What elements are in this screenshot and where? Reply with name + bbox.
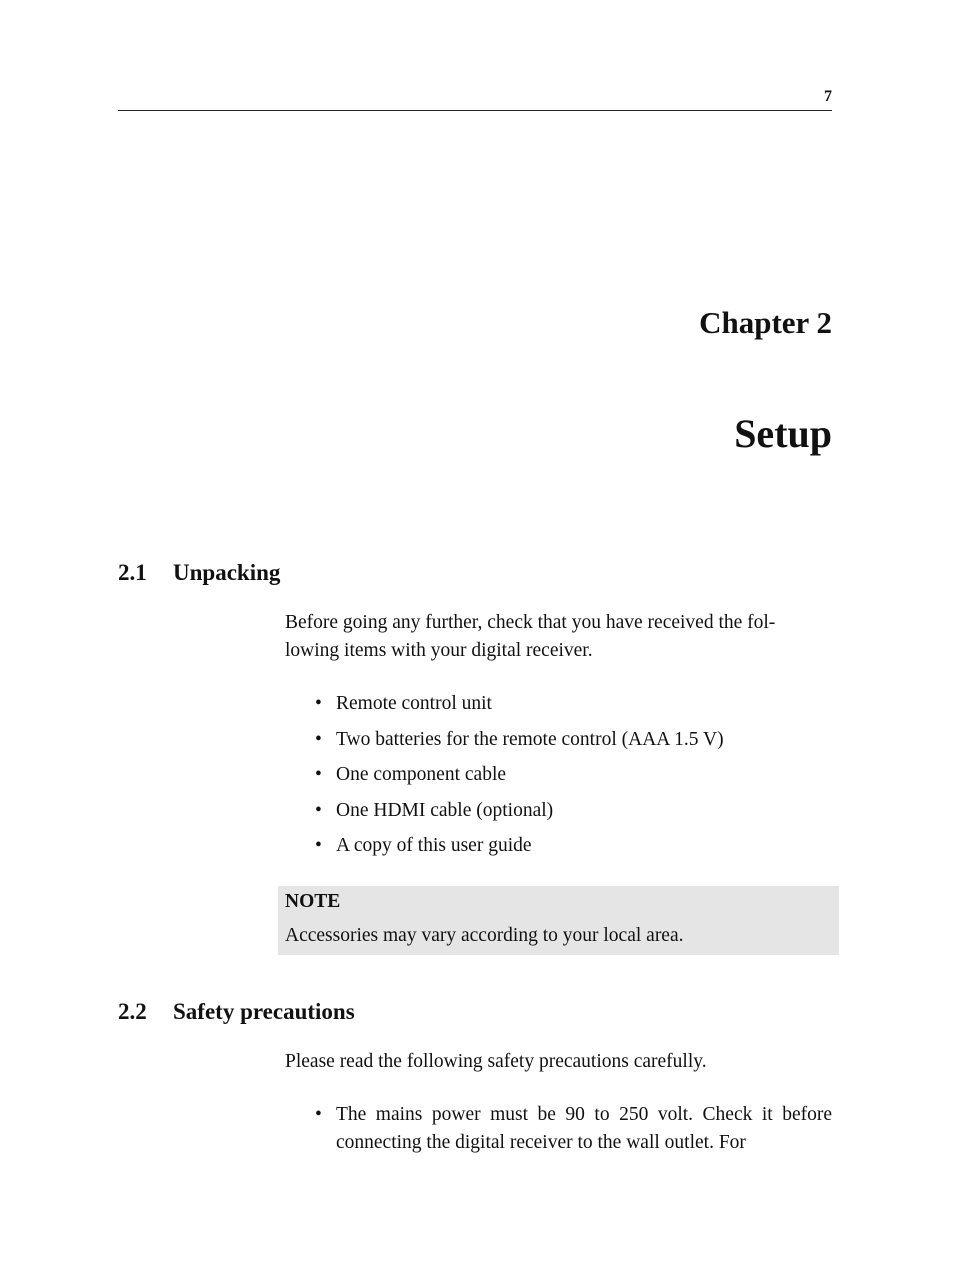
section-heading-unpacking [118, 560, 280, 586]
unpacking-items-list [315, 690, 832, 868]
safety-items-list [315, 1101, 832, 1157]
section-title: Safety precautions [173, 999, 355, 1024]
list-item: • One HDMI cable (optional) [315, 797, 832, 833]
note-box [278, 886, 839, 955]
note-text: Accessories may vary according to your local area. [285, 925, 684, 946]
section-heading-safety-precautions [118, 999, 355, 1025]
chapter-label: Chapter 2 [699, 305, 832, 340]
section-number: 2.1 [118, 560, 147, 585]
list-item: • Two batteries for the remote control (AAA 1.5 V) [315, 726, 832, 762]
note-title: NOTE [285, 891, 341, 912]
section-title: Unpacking [173, 560, 281, 585]
section-number: 2.2 [118, 999, 147, 1024]
chapter-title: Setup [734, 411, 832, 456]
list-item: • A copy of this user guide [315, 832, 832, 868]
page-number: 7 [824, 88, 832, 105]
unpacking-intro: Before going any further, check that you have received the fol- lowing items with your digital receiver. [285, 612, 776, 661]
list-item: • Remote control unit [315, 690, 832, 726]
header-rule [118, 110, 832, 111]
list-item: • The mains power must be 90 to 250 volt. Check it before connecting the digital receiver to the wall outlet. For [315, 1101, 832, 1157]
safety-intro: Please read the following safety precautions carefully. [285, 1051, 707, 1072]
list-item: • One component cable [315, 761, 832, 797]
